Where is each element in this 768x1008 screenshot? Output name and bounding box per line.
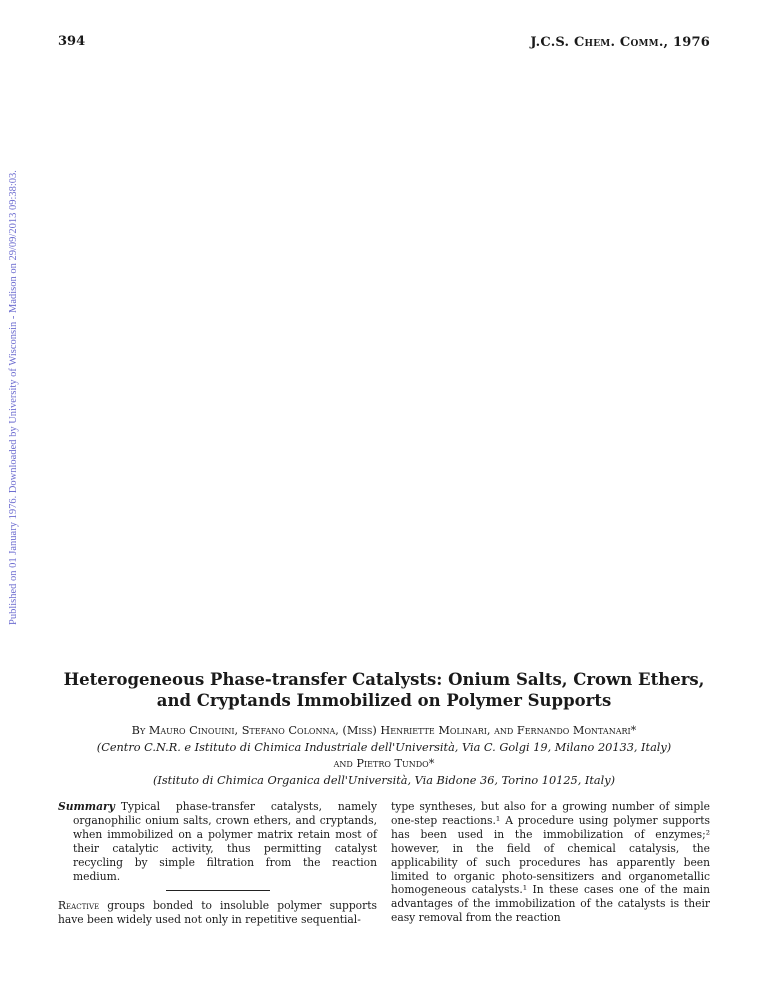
authors-line: By Mauro Cinouini, Stefano Colonna, (Miss) Henriette Molinari, and Fernando Montanari* [131,724,637,737]
right-column [391,800,710,925]
article-title: Heterogeneous Phase-transfer Catalysts: Onium Salts, Crown Ethers, and Cryptands Immobilized on Polymer Supports [63,670,705,710]
summary-separator [166,890,270,891]
intro-lead-word: Reactive [58,899,100,913]
author-block [58,723,710,789]
left-column [58,800,377,927]
download-watermark: Published on 01 January 1976. Downloaded by University of Wisconsin - Madison on 29/09/2013 09:38:03. [8,170,19,625]
page-number: 394 [58,34,86,49]
journal-header: J.C.S. Chem. Comm., 1976 [530,35,710,50]
second-author-line: and Pietro Tundo* [333,757,435,770]
summary-text: Typical phase-transfer catalysts, namely organophilic onium salts, crown ethers, and cryptands, when immobilized on a polymer matrix retain most of their catalytic activity, thus permitting catalyst recycling by simple filtration from the reaction medium. [73,800,377,883]
affiliation-milano: (Centro C.N.R. e Istituto di Chimica Industriale dell'Università, Via C. Golgi 19, Milano 20133, Italy) [96,740,672,754]
summary-label: Summary [58,800,115,813]
intro-paragraph [58,899,377,927]
right-column-text: type syntheses, but also for a growing number of simple one-step reactions.¹ A procedure using polymer supports has been used in the immobilization of enzymes;² however, in the field of chemical catalysis, the applicability of such procedures has apparently been limited to organic photo-sensitizers and organometallic homogeneous catalysts.¹ In these cases one of the main advantages of the immobilization of the catalysts is their easy removal from the reaction [391,800,710,925]
summary-paragraph [58,800,377,883]
affiliation-torino: (Istituto di Chimica Organica dell'Università, Via Bidone 36, Torino 10125, Italy) [152,773,616,787]
intro-text: groups bonded to insoluble polymer supports have been widely used not only in repetitive sequential- [58,899,377,927]
